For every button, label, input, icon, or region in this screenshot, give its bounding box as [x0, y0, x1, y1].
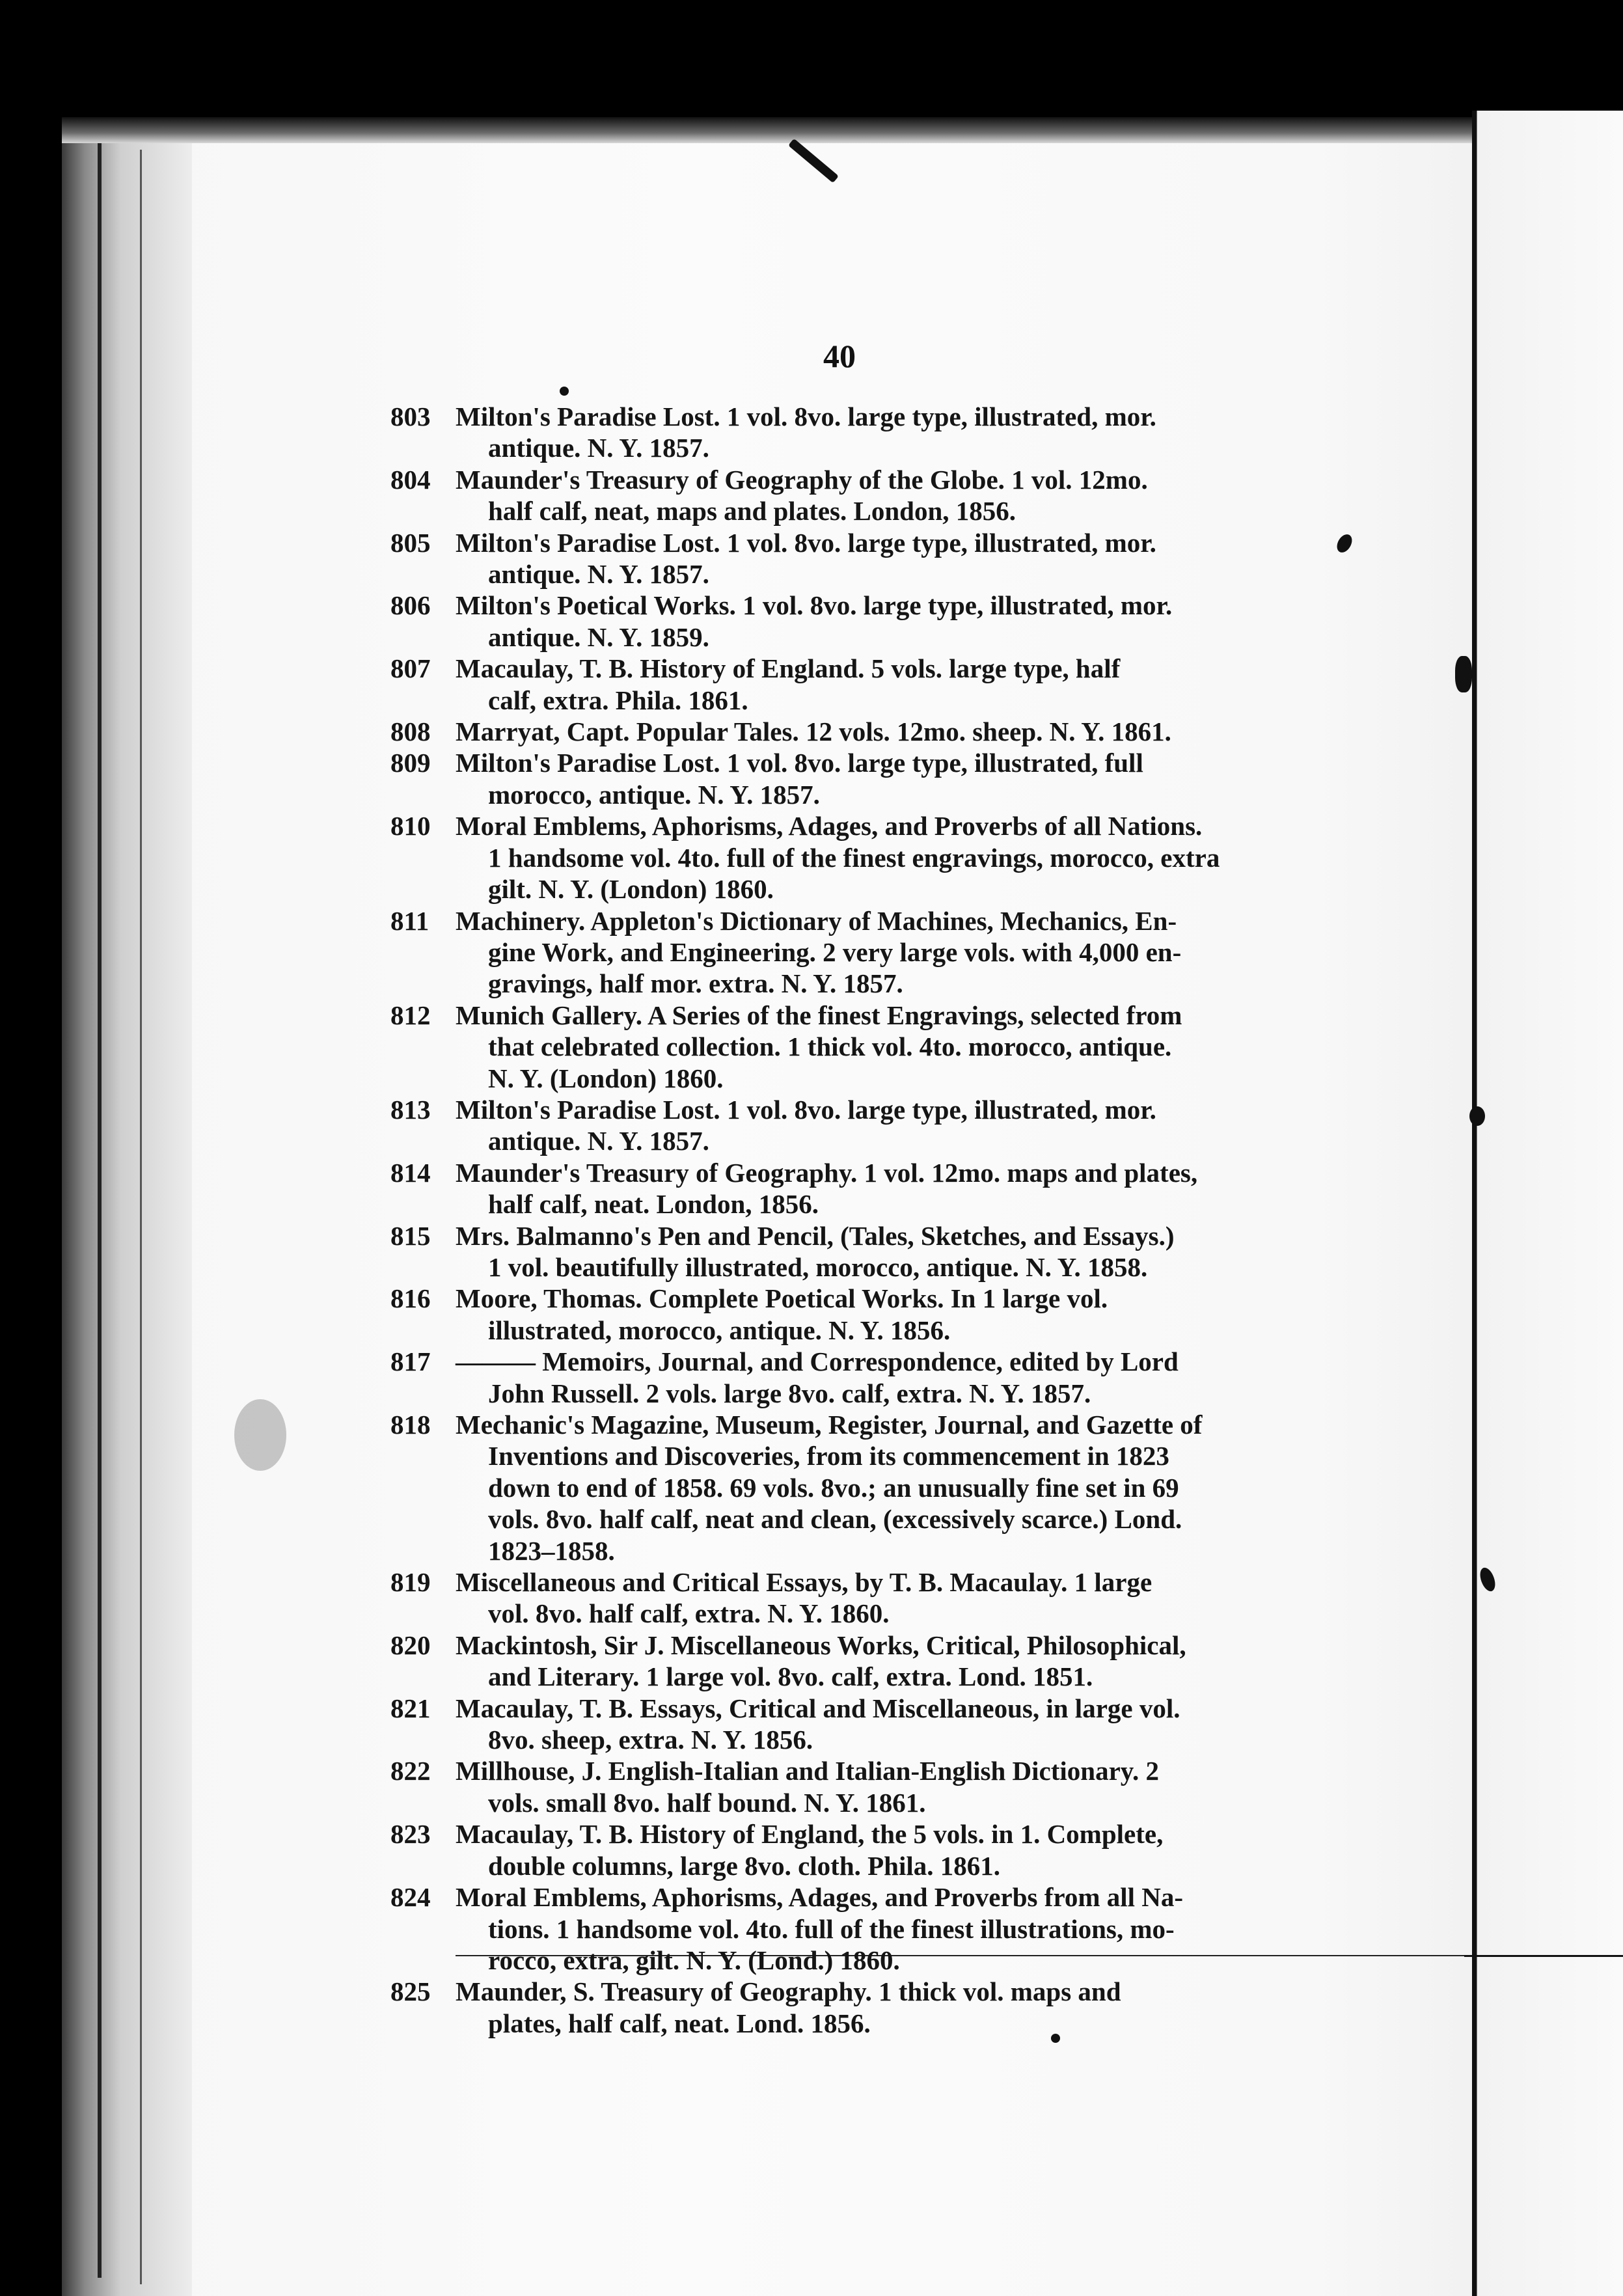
entry-text-line: half calf, neat. London, 1856.	[488, 1189, 819, 1220]
lot-number: 825	[390, 1976, 431, 2007]
lot-number: 803	[390, 402, 431, 431]
catalogue-entry	[390, 1566, 1315, 1630]
entry-text-line: Milton's Paradise Lost. 1 vol. 8vo. large type, illustrated, full	[456, 748, 1143, 778]
entry-text-line: vols. 8vo. half calf, neat and clean, (excessively scarce.) Lond.	[488, 1504, 1182, 1535]
catalogue-entry	[390, 1755, 1315, 1818]
entry-text-line: N. Y. (London) 1860.	[488, 1063, 724, 1093]
binding-shadow-line	[98, 130, 102, 2278]
entry-text-line: Macaulay, T. B. Essays, Critical and Miscellaneous, in large vol.	[456, 1693, 1180, 1723]
catalogue-entry	[390, 1157, 1315, 1220]
entry-text-line: that celebrated collection. 1 thick vol. 4to. morocco, antique.	[488, 1032, 1172, 1062]
catalogue-entry	[390, 1881, 1315, 1976]
entry-text-line: Macaulay, T. B. History of England, the 5 vols. in 1. Complete,	[456, 1819, 1164, 1850]
catalogue-entry	[390, 1000, 1315, 1094]
page-number: 40	[823, 338, 856, 374]
lot-number: 815	[390, 1220, 431, 1251]
entry-text-line: John Russell. 2 vols. large 8vo. calf, extra. N. Y. 1857.	[488, 1378, 1091, 1408]
ink-speck	[1455, 656, 1472, 692]
entry-text-line: down to end of 1858. 69 vols. 8vo.; an unusually fine set in 69	[488, 1472, 1179, 1503]
entry-text-line: morocco, antique. N. Y. 1857.	[488, 779, 820, 810]
catalogue-entry	[390, 1693, 1315, 1756]
entry-text-line: illustrated, morocco, antique. N. Y. 1856.	[488, 1315, 951, 1345]
catalogue-entry	[390, 1818, 1315, 1881]
entry-text-line: Miscellaneous and Critical Essays, by T. B. Macaulay. 1 large	[456, 1567, 1152, 1598]
entry-text-line: Maunder's Treasury of Geography of the Globe. 1 vol. 12mo.	[456, 464, 1148, 495]
top-edge-shadow	[62, 117, 1623, 143]
entry-text-line: Millhouse, J. English-Italian and Italian-English Dictionary. 2	[456, 1756, 1160, 1786]
catalogue-entry	[390, 1283, 1315, 1346]
lot-number: 824	[390, 1882, 431, 1913]
catalogue-entry	[390, 1976, 1315, 2039]
entry-text-line: and Literary. 1 large vol. 8vo. calf, extra. Lond. 1851.	[488, 1661, 1093, 1692]
entry-text-line: gravings, half mor. extra. N. Y. 1857.	[488, 968, 903, 999]
entry-text-line: calf, extra. Phila. 1861.	[488, 685, 748, 715]
entry-text-line: Milton's Poetical Works. 1 vol. 8vo. large type, illustrated, mor.	[456, 590, 1173, 621]
entry-text-line: Marryat, Capt. Popular Tales. 12 vols. 12mo. sheep. N. Y. 1861.	[456, 717, 1171, 747]
lot-number: 823	[390, 1819, 431, 1850]
lot-number: 819	[390, 1567, 431, 1598]
entry-text-line: antique. N. Y. 1857.	[488, 1126, 709, 1156]
catalogue-entries	[390, 401, 1315, 2039]
ink-speck	[1469, 1106, 1485, 1126]
entry-text-line: Munich Gallery. A Series of the finest Engravings, selected from	[456, 1000, 1182, 1030]
lot-number: 806	[390, 590, 431, 621]
entry-text-line: Moral Emblems, Aphorisms, Adages, and Proverbs of all Nations.	[456, 811, 1203, 841]
entry-text-line: Mackintosh, Sir J. Miscellaneous Works, Critical, Philosophical,	[456, 1630, 1186, 1660]
lot-number: 814	[390, 1157, 431, 1188]
ink-speck	[234, 1399, 286, 1471]
entry-text-line: gilt. N. Y. (London) 1860.	[488, 874, 774, 905]
catalogue-entry	[390, 590, 1315, 653]
catalogue-entry	[390, 1630, 1315, 1693]
entry-text-line: Machinery. Appleton's Dictionary of Machines, Mechanics, En-	[456, 905, 1177, 936]
lot-number: 805	[390, 527, 431, 558]
entry-text-line: half calf, neat, maps and plates. London, 1856.	[488, 496, 1016, 526]
lot-number: 818	[390, 1410, 431, 1440]
binding-shadow-line	[140, 150, 142, 2284]
catalogue-entry	[390, 747, 1315, 810]
entry-text-line: Maunder, S. Treasury of Geography. 1 thick vol. maps and	[456, 1976, 1121, 2007]
entry-text-line: Moral Emblems, Aphorisms, Adages, and Proverbs from all Na-	[456, 1882, 1184, 1913]
entry-text-line: Milton's Paradise Lost. 1 vol. 8vo. large type, illustrated, mor.	[456, 527, 1156, 558]
lot-number: 808	[390, 717, 431, 747]
entry-text-line: vols. small 8vo. half bound. N. Y. 1861.	[488, 1787, 926, 1818]
lot-number: 816	[390, 1283, 431, 1314]
lot-number: 812	[390, 1000, 431, 1030]
entry-text-line: antique. N. Y. 1857.	[488, 433, 709, 463]
book-binding-edge	[62, 120, 192, 2296]
catalogue-entry	[390, 1094, 1315, 1157]
catalogue-entry	[390, 527, 1315, 590]
entry-text-line: 1823–1858.	[488, 1535, 615, 1566]
entry-text-line: 1 vol. beautifully illustrated, morocco, antique. N. Y. 1858.	[488, 1251, 1148, 1282]
entry-text-line: tions. 1 handsome vol. 4to. full of the finest illustrations, mo-	[488, 1913, 1175, 1944]
entry-text-line: 8vo. sheep, extra. N. Y. 1856.	[488, 1725, 813, 1755]
lot-number: 811	[390, 905, 430, 936]
entry-text-line: Maunder's Treasury of Geography. 1 vol. 12mo. maps and plates,	[456, 1157, 1198, 1188]
catalogue-entry	[390, 810, 1315, 905]
catalogue-entry	[390, 716, 1315, 747]
catalogue-entry	[390, 464, 1315, 527]
entry-text-line: antique. N. Y. 1859.	[488, 622, 709, 652]
lot-number: 820	[390, 1630, 431, 1660]
catalogue-entry	[390, 1409, 1315, 1566]
entry-text-line: Inventions and Discoveries, from its commencement in 1823	[488, 1441, 1169, 1471]
lot-number: 807	[390, 653, 431, 684]
entry-text-line: Moore, Thomas. Complete Poetical Works. In 1 large vol.	[456, 1283, 1108, 1314]
scan-crease-line	[1464, 1955, 1623, 1957]
entry-text-line: Macaulay, T. B. History of England. 5 vols. large type, half	[456, 653, 1121, 684]
catalogue-entry	[390, 1346, 1315, 1409]
lot-number: 810	[390, 811, 431, 841]
entry-text-line: Milton's Paradise Lost. 1 vol. 8vo. large type, illustrated, mor.	[456, 402, 1156, 431]
catalogue-entry	[390, 905, 1315, 1000]
ink-speck	[560, 387, 569, 396]
lot-number: 822	[390, 1756, 431, 1786]
entry-text-line: double columns, large 8vo. cloth. Phila. 1861.	[488, 1850, 1001, 1881]
entry-text-line: vol. 8vo. half calf, extra. N. Y. 1860.	[488, 1598, 890, 1629]
entry-text-line: antique. N. Y. 1857.	[488, 559, 709, 590]
lot-number: 817	[390, 1346, 431, 1377]
entry-text-line: Mechanic's Magazine, Museum, Register, Journal, and Gazette of	[456, 1410, 1203, 1440]
entry-text-line: Milton's Paradise Lost. 1 vol. 8vo. large type, illustrated, mor.	[456, 1094, 1156, 1125]
lot-number: 813	[390, 1094, 431, 1125]
entry-text-line: rocco, extra, gilt. N. Y. (Lond.) 1860.	[488, 1945, 900, 1975]
lot-number: 804	[390, 464, 431, 495]
catalogue-entry	[390, 1220, 1315, 1283]
catalogue-entry	[390, 401, 1315, 464]
catalogue-entry	[390, 653, 1315, 716]
entry-text-line: Mrs. Balmanno's Pen and Pencil, (Tales, Sketches, and Essays.)	[456, 1220, 1175, 1251]
entry-text-line: ——— Memoirs, Journal, and Correspondence, edited by Lord	[456, 1346, 1179, 1377]
lot-number: 809	[390, 748, 431, 778]
entry-text-line: gine Work, and Engineering. 2 very large vols. with 4,000 en-	[488, 936, 1182, 967]
entry-text-line: plates, half calf, neat. Lond. 1856.	[488, 2008, 871, 2038]
entry-text-line: 1 handsome vol. 4to. full of the finest engravings, morocco, extra	[488, 842, 1220, 873]
facing-page-edge	[1472, 111, 1623, 2296]
lot-number: 821	[390, 1693, 431, 1723]
